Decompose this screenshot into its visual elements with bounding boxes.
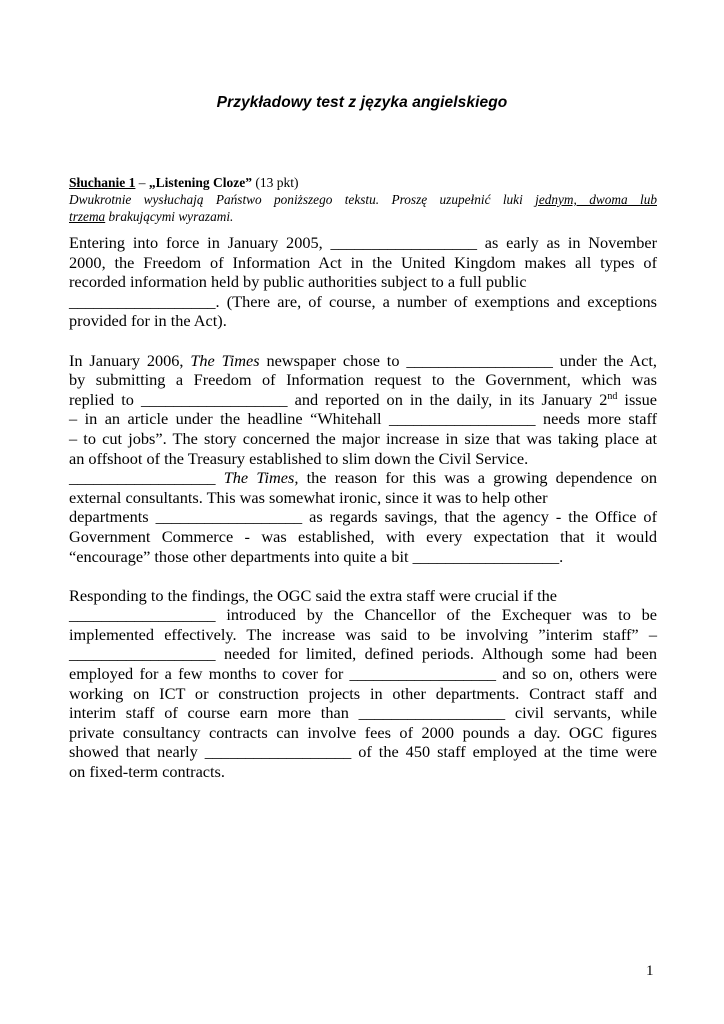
instruction-line-1 [69, 191, 657, 208]
text-line: In January 2006, The Times newspaper chose to __________________ under the Act, [69, 350, 657, 370]
task-points: (13 pkt) [252, 175, 299, 190]
text-line: Entering into force in January 2005, __________________ as early as in November [69, 233, 657, 252]
task-dash: – [135, 175, 149, 190]
text-line: working on ICT or construction projects in other departments. Contract staff and [69, 683, 657, 703]
task-header [69, 174, 657, 191]
gap-blank[interactable]: __________________ [69, 468, 216, 488]
page-number: 1 [646, 963, 654, 979]
task-name: Słuchanie 1 [69, 175, 136, 190]
text-line: implemented effectively. The increase was said to be involving ”interim staff” – [69, 624, 657, 644]
instruction-line-2 [69, 208, 657, 225]
instruction-text-2: brakującymi wyrazami. [105, 209, 234, 224]
gap-blank[interactable]: __________________ [349, 664, 497, 684]
text-line: private consultancy contracts can involve fees of 2000 pounds a day. OGC figures [69, 722, 657, 742]
text-line: “encourage” those other departments into quite a bit __________________. [69, 546, 564, 566]
gap-blank[interactable]: __________________ [412, 546, 560, 566]
text-line: __________________. (There are, of course, a number of exemptions and exceptions [69, 291, 657, 311]
task-instruction [69, 191, 657, 225]
gap-blank[interactable]: __________________ [69, 291, 216, 311]
gap-blank[interactable]: __________________ [69, 644, 216, 664]
text-line: __________________ The Times, the reason for this was a growing dependence on [69, 468, 657, 488]
text-line: showed that nearly __________________ of the 450 staff employed at the time were [69, 742, 657, 762]
text-line: __________________ needed for limited, defined periods. Although some had been [69, 644, 657, 664]
gap-blank[interactable]: __________________ [69, 605, 216, 625]
instruction-emphasis-2: trzema [69, 209, 106, 224]
gap-blank[interactable]: __________________ [141, 389, 288, 409]
paragraph-2 [69, 351, 657, 567]
text-line: on fixed-term contracts. [69, 762, 225, 782]
gap-blank[interactable]: __________________ [358, 703, 506, 723]
task-type: „Listening Cloze” [148, 175, 253, 190]
cloze-text [69, 233, 657, 782]
gap-blank[interactable]: __________________ [204, 742, 352, 762]
text-line: Responding to the findings, the OGC said the extra staff were crucial if the [69, 585, 558, 605]
text-line: interim staff of course earn more than __________________ civil servants, while [69, 703, 657, 723]
text-line: __________________ introduced by the Chancellor of the Exchequer was to be [69, 605, 657, 625]
text-line: – to cut jobs”. The story concerned the major increase in size that was taking place at [69, 428, 657, 448]
text-line: external consultants. This was somewhat ironic, since it was to help other [69, 487, 548, 507]
text-line: replied to __________________ and reported on in the daily, in its January 2nd issue [69, 389, 657, 409]
page-title: Przykładowy test z języka angielskiego [216, 94, 508, 111]
task-content [69, 174, 657, 801]
text-line: recorded information held by public authorities subject to a full public [69, 272, 527, 292]
text-line: an offshoot of the Treasury established to slim down the Civil Service. [69, 448, 529, 468]
text-line: Government Commerce - was established, with every expectation that it would [69, 526, 657, 546]
gap-blank[interactable]: __________________ [406, 350, 553, 370]
gap-blank[interactable]: __________________ [330, 233, 478, 252]
text-line: departments __________________ as regards savings, that the agency - the Office of [69, 507, 657, 527]
text-line: – in an article under the headline “Whitehall __________________ needs more staff [69, 409, 658, 429]
gap-blank[interactable]: __________________ [155, 507, 303, 527]
text-line: 2000, the Freedom of Information Act in the United Kingdom makes all types of [69, 252, 657, 272]
text-line: provided for in the Act). [69, 311, 227, 331]
instruction-emphasis: jednym, dwoma lub [535, 192, 657, 207]
text-line: by submitting a Freedom of Information request to the Government, which was [69, 370, 657, 390]
gap-blank[interactable]: __________________ [388, 409, 536, 429]
paragraph-1 [69, 233, 657, 331]
text-line: employed for a few months to cover for __________________ and so on, others were [69, 664, 657, 684]
instruction-text: Dwukrotnie wysłuchają Państwo poniższego tekstu. Proszę uzupełnić luki [69, 192, 536, 207]
paragraph-3 [69, 586, 657, 782]
